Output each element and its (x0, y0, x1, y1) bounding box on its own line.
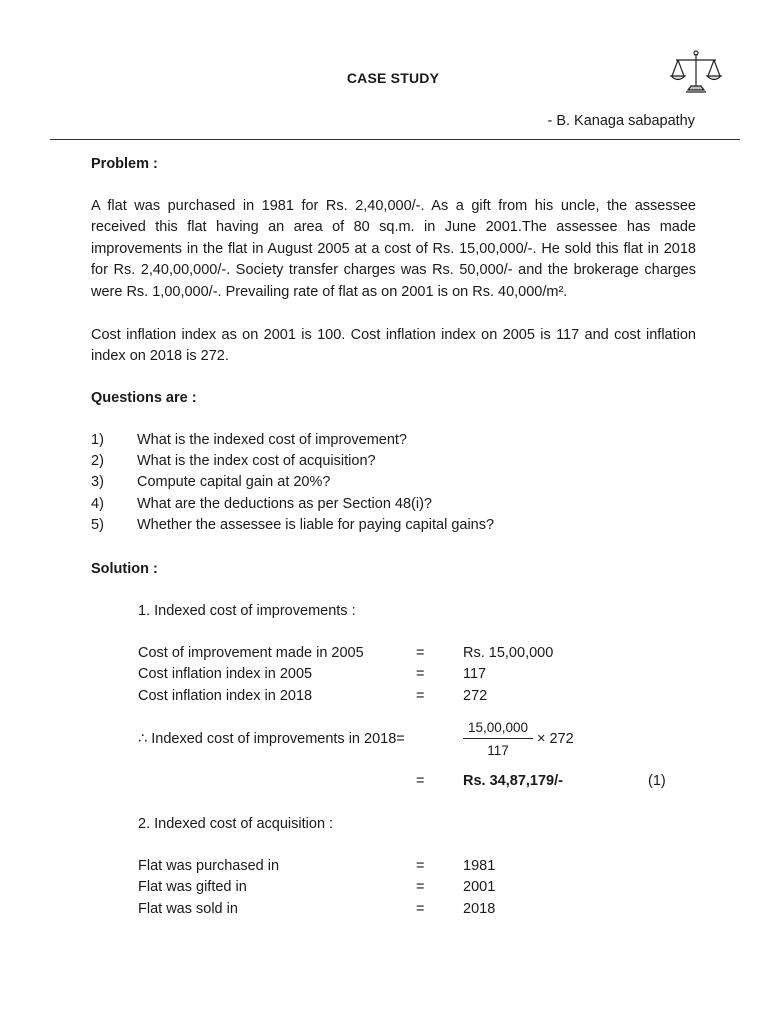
row-label: Cost inflation index in 2005 (138, 666, 313, 682)
row-label: Cost of improvement made in 2005 (138, 645, 364, 661)
table-row (0, 901, 768, 922)
equals-sign: = (416, 666, 425, 682)
question-text: What is the index cost of acquisition? (137, 453, 376, 469)
row-value: Rs. 15,00,000 (463, 645, 554, 661)
equals-sign: = (416, 773, 425, 789)
formula-row (0, 731, 768, 752)
result-reference: (1) (648, 773, 666, 789)
result-value: Rs. 34,87,179/- (463, 773, 563, 789)
question-text: Compute capital gain at 20%? (137, 474, 331, 490)
row-label: Flat was purchased in (138, 858, 280, 874)
row-value: 272 (463, 688, 488, 704)
solution-heading: Solution : (91, 561, 158, 577)
equals-sign: = (416, 901, 425, 917)
header-divider (50, 139, 740, 140)
equals-sign: = (416, 879, 425, 895)
table-row (0, 688, 768, 709)
problem-paragraph: A flat was purchased in 1981 for Rs. 2,40,000/-. As a gift from his uncle, the assessee received this flat having an area of 80 sq.m. in June 2001.The assessee has made improvements in the flat in August 2005 at a cost of Rs. 15,00,000/-. He sold this flat in 2018 for Rs. 2,40,00,000/-. Society transfer charges was Rs. 50,000/- and the brokerage charges were Rs. 1,00,000/-. Prevailing rate of flat as on 2001 is on Rs. 40,000/m². (91, 198, 696, 300)
equals-sign: = (416, 858, 425, 874)
scales-of-justice-icon (668, 48, 724, 94)
part2-title: 2. Indexed cost of acquisition : (138, 816, 334, 832)
row-value: 1981 (463, 858, 496, 874)
problem-heading: Problem : (91, 156, 158, 172)
formula-label: ∴ Indexed cost of improvements in 2018= (138, 731, 405, 747)
row-label: Flat was sold in (138, 901, 238, 917)
question-number: 4) (91, 496, 104, 512)
table-row (0, 879, 768, 900)
equals-sign: = (416, 645, 425, 661)
fraction (463, 720, 533, 758)
table-row (0, 858, 768, 879)
cost-inflation-paragraph: Cost inflation index as on 2001 is 100. Cost inflation index on 2005 is 117 and cost inflation index on 2018 is 272. (91, 327, 696, 365)
row-label: Flat was gifted in (138, 879, 247, 895)
question-text: Whether the assessee is liable for paying capital gains? (137, 517, 495, 533)
multiplier: × 272 (537, 731, 574, 747)
question-number: 1) (91, 432, 104, 448)
result-row (0, 773, 768, 794)
row-value: 117 (463, 666, 487, 682)
question-text: What is the indexed cost of improvement? (137, 432, 407, 448)
question-number: 2) (91, 453, 104, 469)
table-row (0, 666, 768, 687)
question-text: What are the deductions as per Section 48(i)? (137, 496, 432, 512)
questions-heading: Questions are : (91, 390, 197, 406)
fraction-denominator: 117 (487, 743, 509, 758)
part1-title: 1. Indexed cost of improvements : (138, 603, 356, 619)
table-row (0, 645, 768, 666)
row-value: 2018 (463, 901, 496, 917)
question-number: 3) (91, 474, 104, 490)
equals-sign: = (416, 688, 425, 704)
page-title: CASE STUDY (346, 70, 440, 86)
fraction-numerator: 15,00,000 (463, 720, 533, 739)
row-label: Cost inflation index in 2018 (138, 688, 313, 704)
row-value: 2001 (463, 879, 496, 895)
author-line: - B. Kanaga sabapathy (547, 113, 695, 129)
question-number: 5) (91, 517, 104, 533)
